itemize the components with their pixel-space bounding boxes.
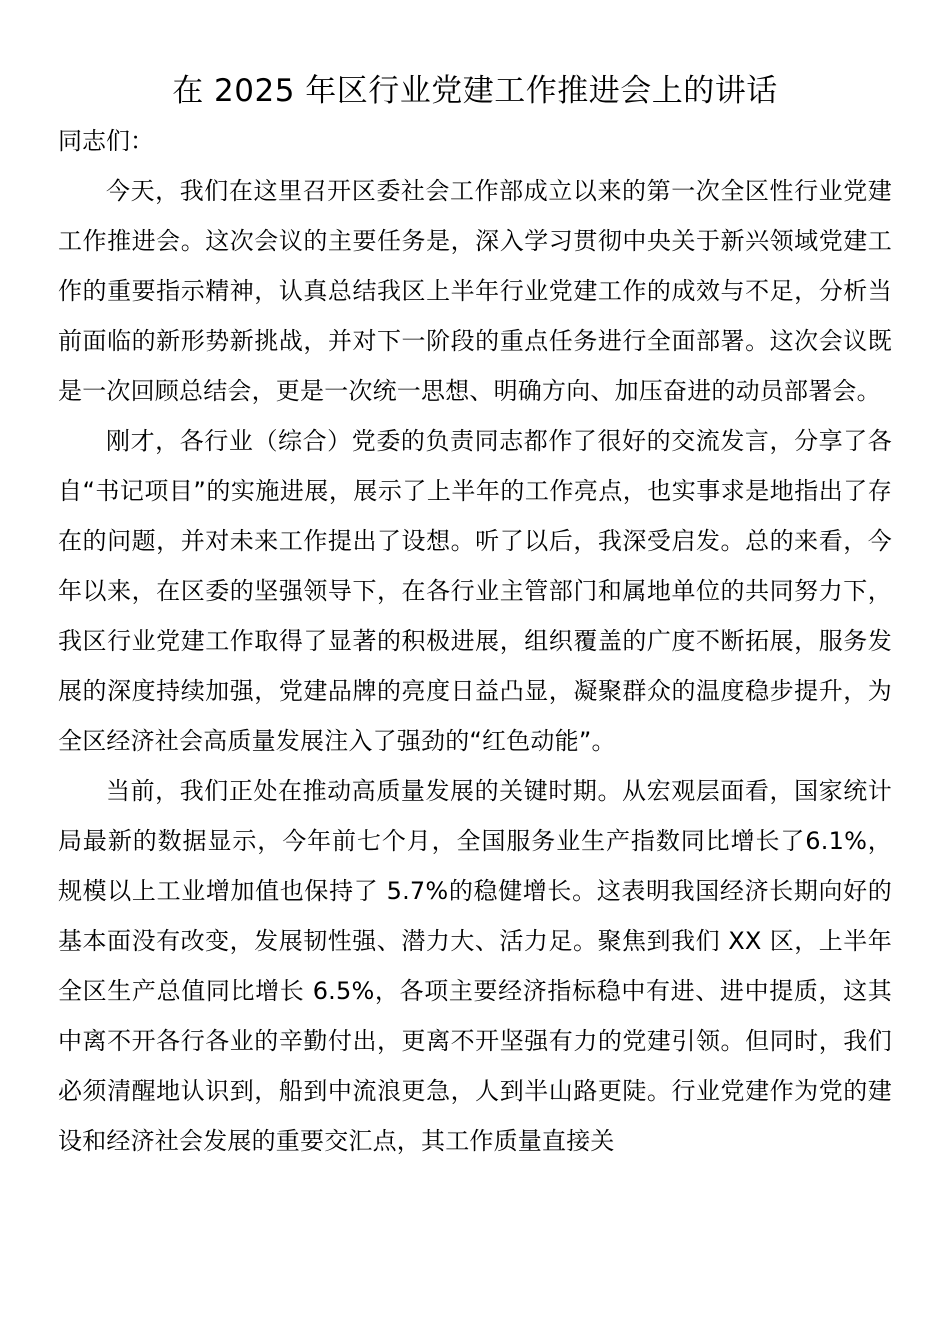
document-title: 在 2025 年区行业党建工作推进会上的讲话 bbox=[172, 73, 778, 109]
paragraph-situation: 当前，我们正处在推动高质量发展的关键时期。从宏观层面看，国家统计局最新的数据显示，今年前七个月，全国服务业生产指数同比增长了6.1%，规模以上工业增加值也保持了 5.7%的稳健增长。这表明我国经济长期向好的基本面没有改变，发展韧性强、潜力大、活力足。聚焦到我们 XX 区，上半年全区生产总值同比增长 6.5%，各项主要经济指标稳中有进、进中提质，这其中离不开各行各业的辛勤付出，更离不开坚强有力的党建引领。但同时，我们必须清醒地认识到，船到中流浪更急，人到半山路更陡。行业党建作为党的建设和经济社会发展的重要交汇点，其工作质量直接关 bbox=[58, 777, 892, 1155]
paragraph-review: 刚才，各行业（综合）党委的负责同志都作了很好的交流发言，分享了各自“书记项目”的实施进展，展示了上半年的工作亮点，也实事求是地指出了存在的问题，并对未来工作提出了设想。听了以后，我深受启发。总的来看，今年以来，在区委的坚强领导下，在各行业主管部门和属地单位的共同努力下，我区行业党建工作取得了显著的积极进展，组织覆盖的广度不断拓展，服务发展的深度持续加强，党建品牌的亮度日益凸显，凝聚群众的温度稳步提升，为全区经济社会高质量发展注入了强劲的“红色动能”。 bbox=[58, 427, 892, 755]
salutation: 同志们： bbox=[58, 127, 154, 155]
document-page bbox=[58, 66, 892, 1166]
paragraph-opening: 今天，我们在这里召开区委社会工作部成立以来的第一次全区性行业党建工作推进会。这次会议的主要任务是，深入学习贯彻中央关于新兴领域党建工作的重要指示精神，认真总结我区上半年行业党建工作的成效与不足，分析当前面临的新形势新挑战，并对下一阶段的重点任务进行全面部署。这次会议既是一次回顾总结会，更是一次统一思想、明确方向、加压奋进的动员部署会。 bbox=[58, 177, 892, 405]
